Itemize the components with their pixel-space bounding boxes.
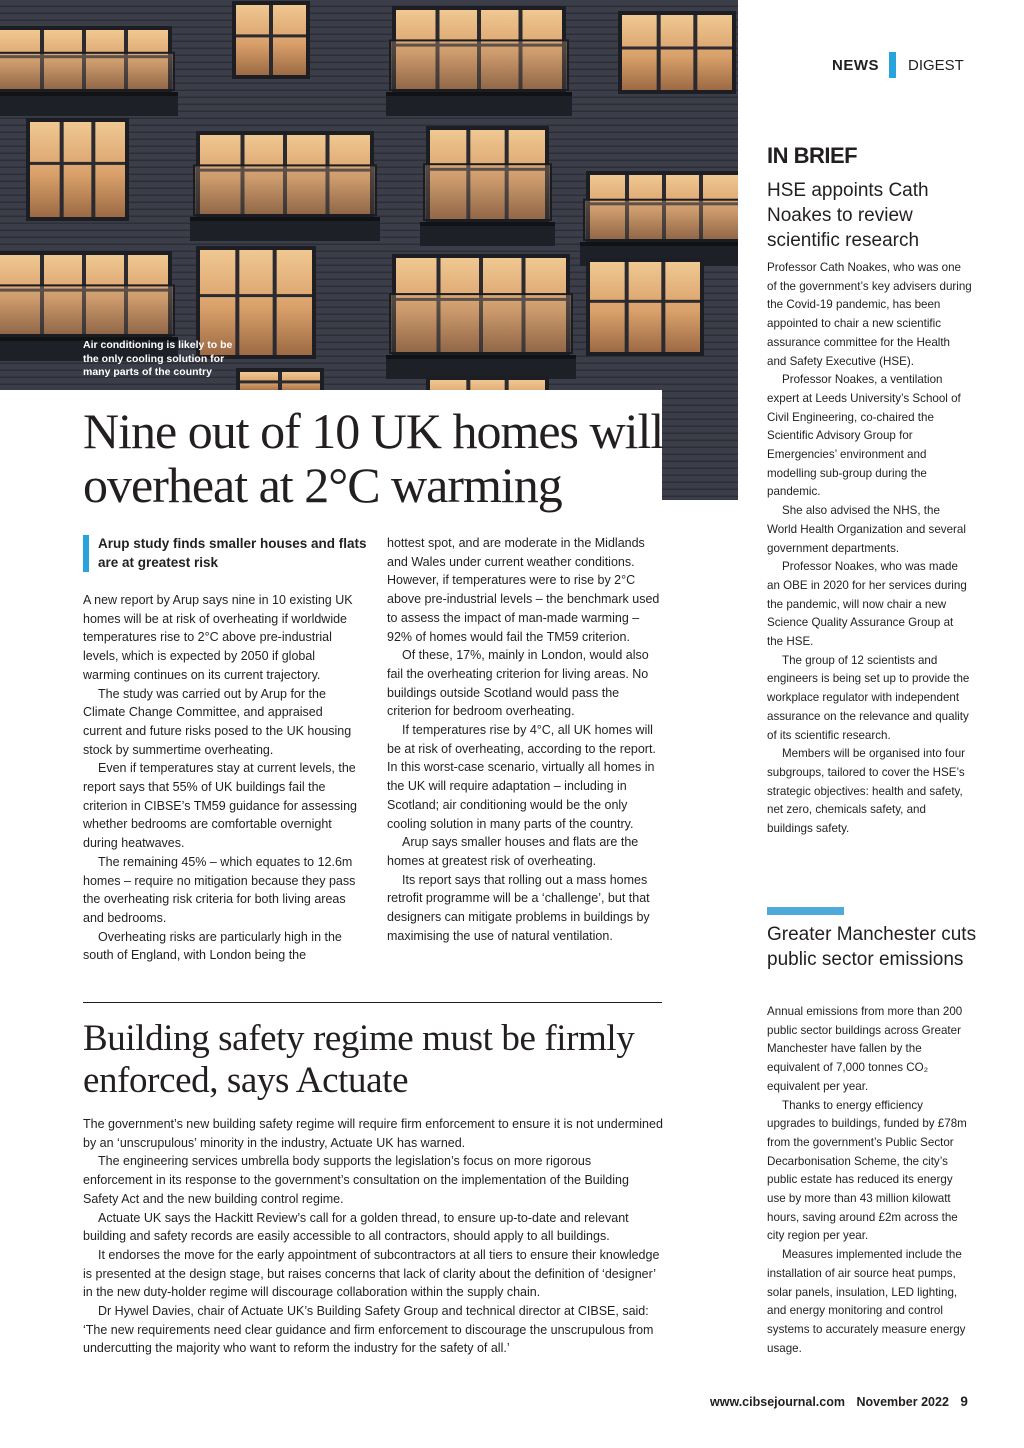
brief-separator-bar bbox=[767, 907, 844, 915]
second-headline: Building safety regime must be firmly enforced, says Actuate bbox=[83, 1018, 635, 1101]
paragraph: Annual emissions from more than 200 public sector buildings across Greater Manchester have fallen by the equivalent of 7,000 tonnes CO₂ equivalent per year. bbox=[767, 1005, 963, 1093]
window-unit bbox=[580, 171, 738, 266]
paragraph: If temperatures rise by 4°C, all UK homes will be at risk of overheating, according to the report. In this worst-case scenario, virtually all homes in the UK will require adaptation – including in Scotland; air conditioning would be the only cooling solution in many parts of the country. bbox=[387, 723, 656, 831]
paragraph: The engineering services umbrella body supports the legislation’s focus on more rigorous enforcement in its response to the government’s consultation on the implementation of the Building Safety Act and the new building control regime. bbox=[83, 1154, 629, 1206]
page-footer bbox=[710, 1394, 968, 1409]
subsection-label: DIGEST bbox=[908, 56, 964, 74]
paragraph: A new report by Arup says nine in 10 existing UK homes will be at risk of overheating if worldwide temperatures rise to 2°C above pre-industrial levels, which is expected by 2050 if global warming continues on its current trajectory. bbox=[83, 593, 353, 682]
paragraph: Dr Hywel Davies, chair of Actuate UK’s Building Safety Group and technical director at CIBSE, said: ‘The new requirements need clear guidance and firm enforcement to discourage the unscrupulous from undercutting the majority who want to reform the industry for the safety of all.’ bbox=[83, 1304, 654, 1356]
window-unit bbox=[420, 126, 555, 246]
window-unit bbox=[586, 258, 704, 356]
window-unit bbox=[618, 11, 736, 94]
footer-date: November 2022 bbox=[856, 1395, 949, 1409]
paragraph: Professor Noakes, a ventilation expert at Leeds University’s School of Civil Engineering, co-chaired the Scientific Advisory Group for Emergencies’ environment and modelling sub-group during the pandemic. bbox=[767, 373, 961, 499]
window-unit bbox=[386, 254, 576, 379]
paragraph: Overheating risks are particularly high in the south of England, with London being the bbox=[83, 929, 342, 963]
paragraph: The remaining 45% – which equates to 12.6m homes – require no mitigation because they pass the overheating risk criteria for both living areas and bedrooms. bbox=[83, 854, 356, 925]
paragraph: Of these, 17%, mainly in London, would also fail the overheating criterion for living areas. No buildings outside Scotland would pass the criterion for bedroom overheating. bbox=[387, 648, 649, 719]
article-divider bbox=[83, 1002, 662, 1003]
paragraph: The study was carried out by Arup for the Climate Change Committee, and appraised current and future risks posed to the UK housing stock by summertime overheating. bbox=[83, 686, 352, 757]
paragraph: She also advised the NHS, the World Health Organization and several government departments. bbox=[767, 504, 966, 555]
brief-headline: Greater Manchester cuts public sector emissions bbox=[767, 924, 977, 970]
paragraph: Members will be organised into four subgroups, tailored to cover the HSE’s strategic objectives: health and safety, net zero, chemicals safety, and buildings safety. bbox=[767, 747, 966, 836]
paragraph: It endorses the move for the early appointment of subcontractors at all tiers to ensure their knowledge is presented at the design stage, but raises concerns that lack of clarity about the definition of ‘designer’ in the new duty-holder regime will discourage collaboration within the supply chain. bbox=[83, 1247, 660, 1300]
second-article-body bbox=[83, 1115, 663, 1358]
section-label: NEWS bbox=[832, 56, 879, 74]
in-brief-heading: IN BRIEF bbox=[767, 143, 858, 168]
paragraph: Its report says that rolling out a mass homes retrofit programme will be a ‘challenge’, but that designers can mitigate problems in buildings by maximising the use of natural ventilation. bbox=[387, 872, 650, 943]
brief-body bbox=[767, 259, 972, 839]
page-number: 9 bbox=[960, 1394, 968, 1409]
window-unit bbox=[0, 26, 178, 116]
paragraph: Thanks to energy efficiency upgrades to buildings, funded by £78m from the government’s Public Sector Decarbonisation Scheme, the city’s public estate has reduced its energy use by more than 43 million kilowatt hours, saving around £2m across the city region per year. bbox=[767, 1098, 967, 1243]
section-header bbox=[832, 52, 964, 78]
paragraph: hottest spot, and are moderate in the Midlands and Wales under current weather conditions. However, if temperatures were to rise by 2°C above pre-industrial levels – the benchmark used to assess the impact of man-made warming – 92% of homes would fail the TM59 criterion. bbox=[387, 536, 660, 644]
main-article-column-2 bbox=[387, 534, 663, 945]
photo-caption: Air conditioning is likely to be the only cooling solution for many parts of the country bbox=[83, 339, 233, 378]
brief-headline: HSE appoints Cath Noakes to review scientific research bbox=[767, 180, 929, 251]
window-unit bbox=[26, 118, 129, 221]
footer-url: www.cibsejournal.com bbox=[710, 1395, 845, 1409]
paragraph: The group of 12 scientists and engineers is being set up to provide the workplace regulator with independent assurance on the relevance and quality of its scientific research. bbox=[767, 653, 970, 742]
paragraph: Professor Noakes, who was made an OBE in 2020 for her services during the pandemic, will now chair a new Science Quality Assurance Group at the HSE. bbox=[767, 560, 967, 649]
window-unit bbox=[386, 6, 572, 116]
standfirst: Arup study finds smaller houses and flats are at greatest risk bbox=[83, 535, 368, 572]
window-unit bbox=[232, 1, 310, 79]
window-unit bbox=[190, 131, 380, 241]
brief-body bbox=[767, 1003, 972, 1358]
paragraph: The government’s new building safety regime will require firm enforcement to ensure it is not undermined by an ‘unscrupulous’ minority in the industry, Actuate UK has warned. bbox=[83, 1117, 663, 1150]
paragraph: Even if temperatures stay at current levels, the report says that 55% of UK buildings fail the criterion in CIBSE’s TM59 guidance for assessing whether bedrooms are comfortable overnight during heatwaves. bbox=[83, 761, 357, 851]
main-article-column-1 bbox=[83, 591, 357, 965]
paragraph: Professor Cath Noakes, who was one of the government’s key advisers during the Covid-19 pandemic, has been appointed to chair a new scientific assurance committee for the Health and Safety Executive (HSE). bbox=[767, 261, 972, 368]
main-headline: Nine out of 10 UK homes will overheat at 2°C warming bbox=[83, 403, 664, 513]
paragraph: Measures implemented include the installation of air source heat pumps, solar panels, insulation, LED lighting, and energy monitoring and control systems to accurately measure energy usage. bbox=[767, 1248, 966, 1355]
paragraph: Actuate UK says the Hackitt Review’s call for a golden thread, to ensure up-to-date and relevant building and safety records are easily accessible to all contractors, should apply to all buildings. bbox=[83, 1210, 629, 1244]
paragraph: Arup says smaller houses and flats are the homes at greatest risk of overheating. bbox=[387, 835, 639, 868]
section-divider-bar bbox=[889, 52, 896, 78]
